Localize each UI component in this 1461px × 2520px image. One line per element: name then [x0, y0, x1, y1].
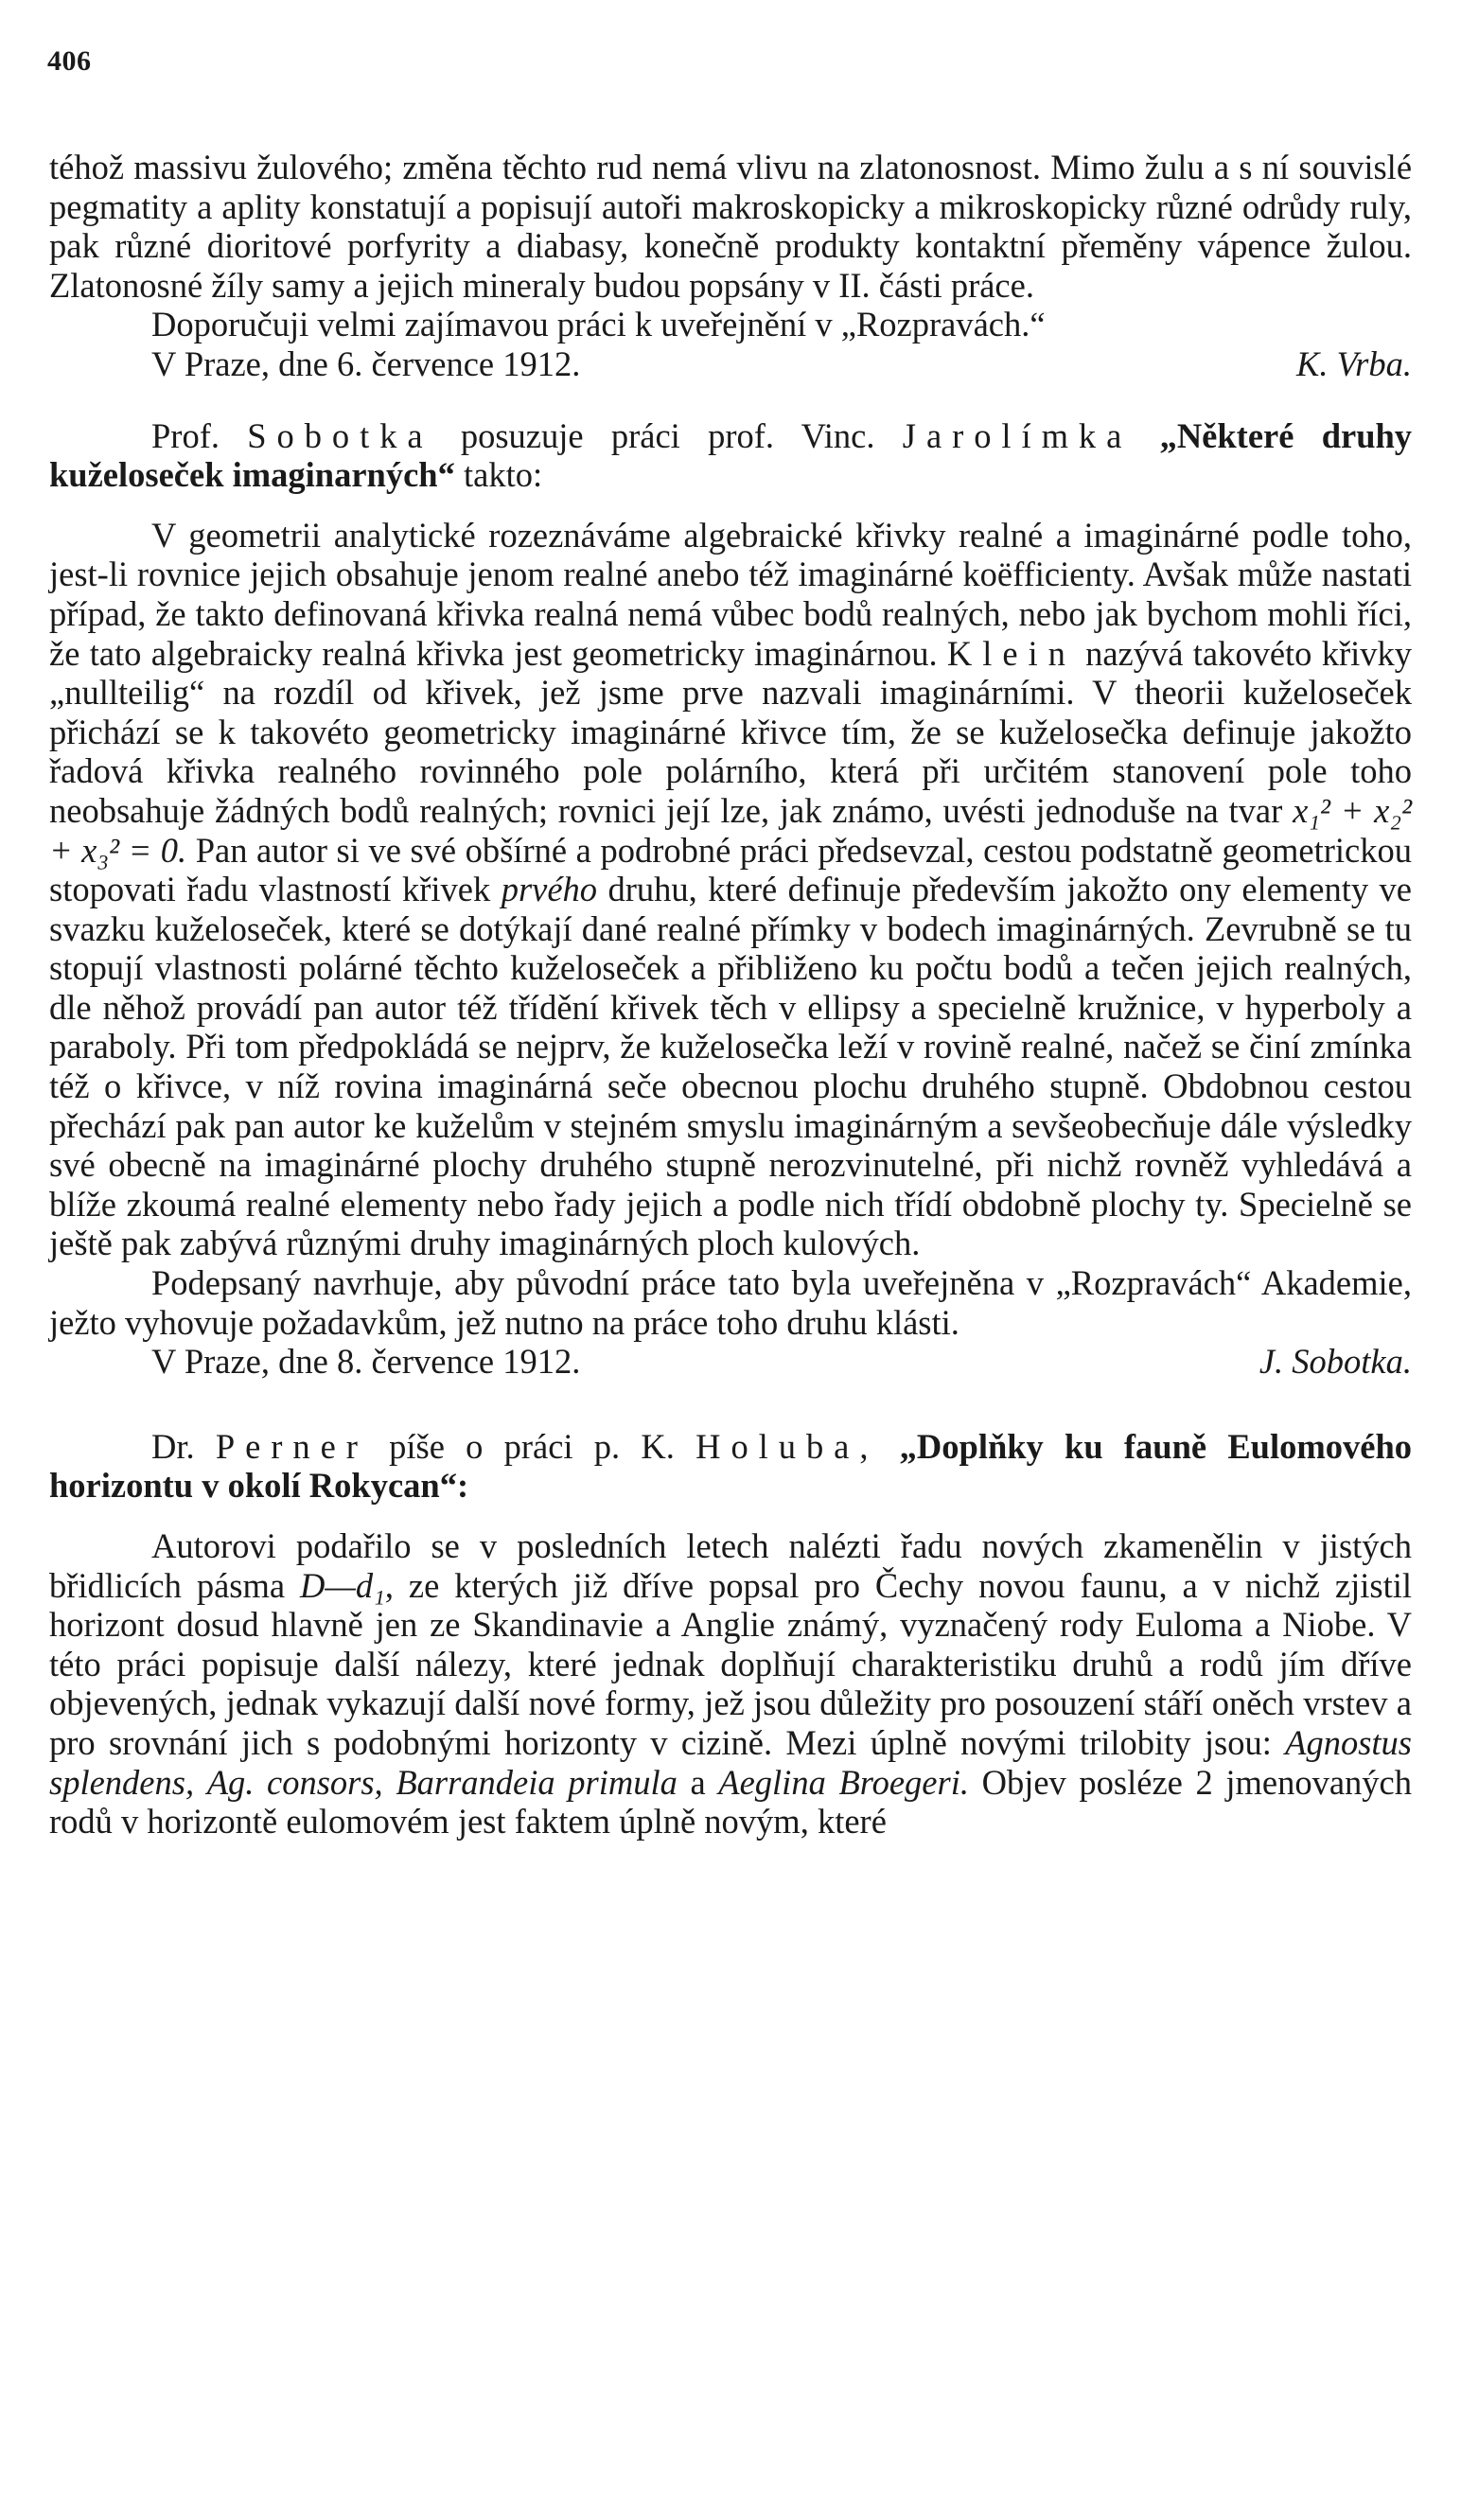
- text-run: druhu, které definuje především jakožto ony elementy ve svazku kuželoseček, které se dotýkají dané realné přímky v bodech imaginárných. Zevrubně se tu stopují vlastnosti polárné těchto kuželoseček a přibliženo ku počtu bodů a tečen jejich realných, dle něhož provádí pan autor též třídění křivek těch v ellipsy a specielně kružnice, v hyperboly a paraboly. Při tom předpokládá se nejprv, že kuželosečka leží v rovině realné, načež se činí zmínka též o křivce, v níž rovina imaginárná seče obecnou plochu druhého stupně. Obdobnou cestou přechází pak pan autor ke kuželům v stejném smyslu imaginárným a sevšeobecňuje dále výsledky své obecně na imaginárné plochy druhého stupně nerozvinutelné, při nichž rovněž vyhledává a blíže zkoumá realné elementy nebo řady jejich a podle nich třídí obdobně plochy ty. Specielně se ještě pak zabývá různými druhy imaginárných ploch kulových.: [49, 870, 1413, 1263]
- reviewer-name: Sobotka: [247, 415, 433, 455]
- species-name: Aeglina Broegeri.: [718, 1762, 969, 1802]
- signature: J. Sobotka.: [1259, 1342, 1412, 1382]
- recommendation-paragraph: Podepsaný navrhuje, aby původní práce tato byla uveřejněna v „Rozpravách“ Akademie, ježto vyhovuje požadavkům, jež nutno na práce toho druhu klásti.: [49, 1263, 1412, 1342]
- intro-suffix: takto:: [463, 455, 543, 495]
- text-run: V geometrii analytické rozeznáváme algebraické křivky realné a imaginárné podle toho, jest-li rovnice jejich obsahuje jenom realné anebo též imaginárné koëfficienty. Avšak může nastati případ, že takto definovaná křivka realná nemá vůbec bodů realných, nebo jak bychom mohli říci, že tato algebraicky realná křivka jest geometricky imaginárnou.: [49, 515, 1412, 673]
- person-name: Klein: [946, 633, 1076, 673]
- author-name: Holuba,: [695, 1426, 879, 1466]
- date-text: V Praze, dne 8. července 1912.: [151, 1342, 581, 1382]
- review-body-sobotka: [49, 516, 1412, 1263]
- text-run: a: [690, 1762, 706, 1802]
- review-intro-sobotka: [49, 416, 1412, 495]
- text-run: Pan autor si ve své obšírné a podrobné práci předsevzal, cestou podstatně geometrickou stopovati řadu vlastností křivek: [49, 830, 1413, 909]
- text-line: téhož massivu žulového; změna těchto rud nemá vlivu na zlatonosnost.: [49, 148, 1042, 186]
- text-run: , ze kterých již dříve popsal pro Čechy novou faunu, a v nichž zjistil horizont dosud hlavně jen ze Skandinavie a Anglie známý, vyznačený rody Euloma a Niobe. V této práci popisuje další nálezy, které jednak doplňují charakteristiku druhů a rodů jím dříve objevených, jednak vykazují další nové formy, jež jsou důležity pro posouzení stáří oněch vrstev a pro srovnání jich s podobnými horizonty v cizině. Mezi úplně novými trilobity jsou:: [49, 1565, 1412, 1762]
- intro-prefix: Dr.: [151, 1426, 195, 1466]
- text-run: nazývá takovéto křivky „nullteilig“ na rozdíl od křivek, jež jsme prve nazvali imaginárními. V theorii kuželoseček přichází se k takovéto geometricky imaginárné křivce tím, že se kuželosečka definuje jakožto řadová křivka realného rovinného pole polárního, která při určitém stanovení pole toho neobsahuje žádných bodů realných; rovnici její lze, jak známo, uvésti jednoduše na tvar: [49, 633, 1413, 830]
- reviewer-name: Perner: [215, 1426, 368, 1466]
- text-run: Objev posléze 2 jmenovaných rodů v horizontě eulomovém jest faktem úplně novým, které: [49, 1762, 1412, 1842]
- intro-mid: píše o práci p. K.: [389, 1426, 675, 1466]
- work-title: „Některé druhy kuželoseček imaginarných“: [49, 415, 1413, 495]
- dateline-sobotka: [49, 1342, 1412, 1382]
- date-text: V Praze, dne 6. července 1912.: [151, 344, 581, 383]
- section-gold-review: [49, 148, 1412, 1842]
- work-title: „Doplňky ku fauně Eulomového horizontu v okolí Rokycan“:: [49, 1426, 1413, 1506]
- emphasized-word: prvého: [501, 870, 598, 909]
- intro-mid: posuzuje práci prof. Vinc.: [460, 415, 875, 455]
- zone-label: D—d₁: [300, 1565, 385, 1605]
- review-intro-perner: [49, 1427, 1412, 1506]
- species-name: Agnostus splendens,: [49, 1722, 1413, 1802]
- species-name: Ag. consors,: [206, 1762, 383, 1802]
- page-number: 406: [47, 45, 92, 77]
- species-name: Barrandeia primula: [396, 1762, 678, 1802]
- author-name: Jarolímka: [902, 415, 1133, 455]
- dateline-vrba: [49, 344, 1412, 384]
- paragraph-continuation: [49, 148, 1412, 305]
- equation: x₁² + x₂² + x₃² = 0.: [49, 790, 1413, 870]
- signature: K. Vrba.: [1295, 344, 1412, 383]
- text-run: Autorovi podařilo se v posledních letech nalézti řadu nových zkamenělin v jistých břidlicích pásma: [49, 1526, 1412, 1605]
- review-body-perner: [49, 1526, 1412, 1842]
- recommendation-line: Doporučuji velmi zajímavou práci k uveřejnění v „Rozpravách.“: [151, 305, 1046, 344]
- intro-prefix: Prof.: [151, 415, 220, 455]
- text-line: Mimo žulu a s ní souvislé pegmatity a aplity konstatují a popisují autoři makroskopicky a mikroskopicky různé odrůdy ruly, pak různé dioritové porfyrity a diabasy, konečně produkty kontaktní přeměny vápence žulou. Zlatonosné žíly samy a jejich mineraly budou popsány v II. části práce.: [49, 148, 1413, 305]
